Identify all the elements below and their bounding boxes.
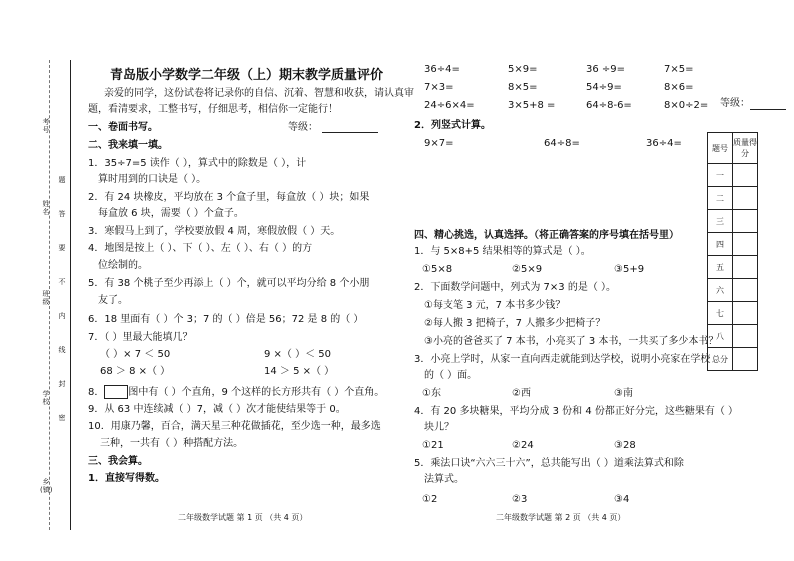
score-input-cell[interactable]	[733, 302, 758, 325]
choice-2-option-3[interactable]: ③小亮的爸爸买了 7 本书，小亮买了 3 本书，一共买了多少本书？	[424, 336, 719, 347]
calc-item: 24÷6×4=	[424, 100, 475, 111]
score-question-cell: 四	[708, 233, 733, 256]
question-7: 7．（ ）里最大能填几？	[88, 332, 193, 343]
label-banji: 班级	[42, 290, 50, 306]
option-item[interactable]: ②3	[512, 494, 528, 505]
seal-line	[70, 60, 71, 530]
intro-line-2: 题，看清要求，工整书写，仔细思考，相信你一定能行！	[88, 104, 338, 115]
vertical-calc-item: 64÷8=	[544, 138, 580, 149]
label-xiangzhen: 乡(镇)	[40, 478, 53, 494]
label-xuexiao: 学校	[42, 390, 50, 406]
seal-char: 线	[58, 346, 66, 354]
question-10-line-2: 三种，一共有（ ）种搭配方法。	[100, 438, 244, 449]
question-10-line-1: 10．用康乃馨，百合，满天星三种花做插花，至少选一种，最多选	[88, 421, 381, 432]
score-question-cell: 三	[708, 210, 733, 233]
section-3-part-2: 2．列竖式计算。	[414, 120, 491, 131]
calc-item: 8×6=	[664, 82, 694, 93]
option-item[interactable]: ②24	[512, 440, 534, 451]
score-question-cell: 七	[708, 302, 733, 325]
choice-2-option-2[interactable]: ②每人搬 3 把椅子，7 人搬多少把椅子？	[424, 318, 606, 329]
label-kaohao: 考号	[42, 118, 50, 134]
option-item[interactable]: ③4	[614, 494, 630, 505]
calc-item: 8×5=	[508, 82, 538, 93]
question-8-text: 图中有（ ）个直角，9 个这样的长方形共有（ ）个直角。	[128, 387, 385, 398]
label-xingming: 姓名	[42, 200, 50, 216]
question-7-item-4: 14 ＞ 5 ×（ ）	[264, 366, 335, 377]
choice-5-line-1: 5．乘法口诀“六六三十六”，总共能写出（ ）道乘法算式和除	[414, 458, 684, 469]
option-item[interactable]: ②西	[512, 388, 531, 399]
choice-1: 1．与 5×8+5 结果相等的算式是（ ）。	[414, 246, 591, 257]
option-item[interactable]: ①2	[422, 494, 438, 505]
choice-2: 2．下面数学问题中，列式为 7×3 的是（ ）。	[414, 282, 617, 293]
score-input-cell[interactable]	[733, 187, 758, 210]
question-7-item-2: 9 ×（ ）＜ 50	[264, 349, 332, 360]
question-4-line-2: 位绘制的。	[98, 260, 148, 271]
calc-item: 7×5=	[664, 64, 694, 75]
question-1-line-1: 1．35÷7=5 读作（ ），算式中的除数是（ ），计	[88, 158, 307, 169]
score-input-cell[interactable]	[733, 256, 758, 279]
section-3-part-1: 1．直接写得数。	[88, 473, 165, 484]
question-2-line-1: 2．有 24 块橡皮，平均放在 3 个盒子里，每盒放（ ）块；如果	[88, 192, 370, 203]
score-question-cell: 五	[708, 256, 733, 279]
score-input-cell[interactable]	[733, 348, 758, 371]
question-9: 9．从 63 中连续减（ ）7，减（ ）次才能使结果等于 0。	[88, 404, 346, 415]
grade-label: 等级：	[288, 122, 318, 133]
choice-4-line-2: 块儿？	[424, 422, 454, 433]
section-4-heading: 四、精心挑选，认真选择。（将正确答案的序号填在括号里）	[414, 230, 679, 241]
question-3: 3．寒假马上到了，学校要放假 4 周，寒假放假（ ）天。	[88, 226, 341, 237]
option-item[interactable]: ①21	[422, 440, 444, 451]
question-2-line-2: 每盒放 6 块，需要（ ）个盒子。	[98, 208, 244, 219]
grade-blank[interactable]	[322, 132, 378, 133]
section-2-heading: 二、我来填一填。	[88, 140, 168, 151]
score-input-cell[interactable]	[733, 325, 758, 348]
section-3-heading: 三、我会算。	[88, 456, 148, 467]
section-1-heading: 一、卷面书写。	[88, 122, 158, 133]
question-5-line-1: 5．有 38 个桃子至少再添上（ ）个，就可以平均分给 8 个小朋	[88, 278, 370, 289]
page-2-footer: 二年级数学试题 第 2 页 （共 4 页）	[496, 513, 626, 522]
choice-3-line-1: 3．小亮上学时，从家一直向西走就能到达学校，说明小亮家在学校	[414, 354, 711, 365]
option-item[interactable]: ③南	[614, 388, 633, 399]
seal-char: 内	[58, 312, 66, 320]
choice-5-line-2: 法算式。	[424, 474, 464, 485]
calc-item: 36 ÷9=	[586, 64, 626, 75]
score-header-cell: 题号	[708, 133, 733, 164]
question-8-number: 8．	[88, 387, 105, 398]
calc-item: 5×9=	[508, 64, 538, 75]
question-1-line-2: 算时用到的口诀是（ ）。	[98, 174, 207, 185]
score-question-cell: 一	[708, 164, 733, 187]
score-header-cell: 质量得分	[733, 133, 758, 164]
option-item[interactable]: ③5+9	[614, 264, 645, 275]
question-7-item-1: （ ）× 7 ＜ 50	[100, 349, 171, 360]
calc-item: 8×0÷2=	[664, 100, 709, 111]
choice-2-option-1[interactable]: ①每支笔 3 元，7 本书多少钱？	[424, 300, 566, 311]
calc-item: 54÷9=	[586, 82, 622, 93]
question-4-line-1: 4．地图是按上（ ）、下（ ）、左（ ）、右（ ）的方	[88, 243, 313, 254]
option-item[interactable]: ③28	[614, 440, 636, 451]
score-question-cell: 二	[708, 187, 733, 210]
seal-char: 密	[58, 414, 66, 422]
score-question-cell: 六	[708, 279, 733, 302]
exam-title: 青岛版小学数学二年级（上）期末教学质量评价	[110, 68, 384, 83]
score-grade-blank[interactable]	[750, 109, 786, 110]
option-item[interactable]: ①东	[422, 388, 441, 399]
score-grade-label: 等级：	[720, 98, 750, 109]
score-question-cell: 八	[708, 325, 733, 348]
seal-char: 封	[58, 380, 66, 388]
seal-char: 答	[58, 210, 66, 218]
option-item[interactable]: ②5×9	[512, 264, 543, 275]
option-item[interactable]: ①5×8	[422, 264, 453, 275]
calc-item: 3×5+8 =	[508, 100, 556, 111]
score-input-cell[interactable]	[733, 233, 758, 256]
score-input-cell[interactable]	[733, 164, 758, 187]
score-input-cell[interactable]	[733, 279, 758, 302]
rectangle-figure	[104, 385, 128, 399]
vertical-calc-item: 36÷4=	[646, 138, 682, 149]
seal-char: 题	[58, 176, 66, 184]
choice-4-line-1: 4．有 20 多块糖果，平均分成 3 份和 4 份都正好分完，这些糖果有（ ）	[414, 406, 739, 417]
calc-item: 64÷8-6=	[586, 100, 632, 111]
page-1-footer: 二年级数学试题 第 1 页 （共 4 页）	[178, 513, 308, 522]
score-input-cell[interactable]	[733, 210, 758, 233]
seal-char: 要	[58, 244, 66, 252]
question-5-line-2: 友了。	[98, 295, 128, 306]
choice-3-line-2: 的（ ）面。	[424, 370, 478, 381]
vertical-calc-item: 9×7=	[424, 138, 454, 149]
score-table	[707, 132, 758, 371]
question-7-item-3: 68 ＞ 8 ×（ ）	[100, 366, 171, 377]
score-question-cell: 总分	[708, 348, 733, 371]
calc-item: 36÷4=	[424, 64, 460, 75]
intro-line-1: 亲爱的同学，这份试卷将记录你的自信、沉着、智慧和收获，请认真审	[104, 88, 414, 99]
question-6: 6．18 里面有（ ）个 3；7 的（ ）倍是 56；72 是 8 的（ ）	[88, 314, 364, 325]
seal-char: 不	[58, 278, 66, 286]
question-8	[88, 385, 384, 399]
calc-item: 7×3=	[424, 82, 454, 93]
